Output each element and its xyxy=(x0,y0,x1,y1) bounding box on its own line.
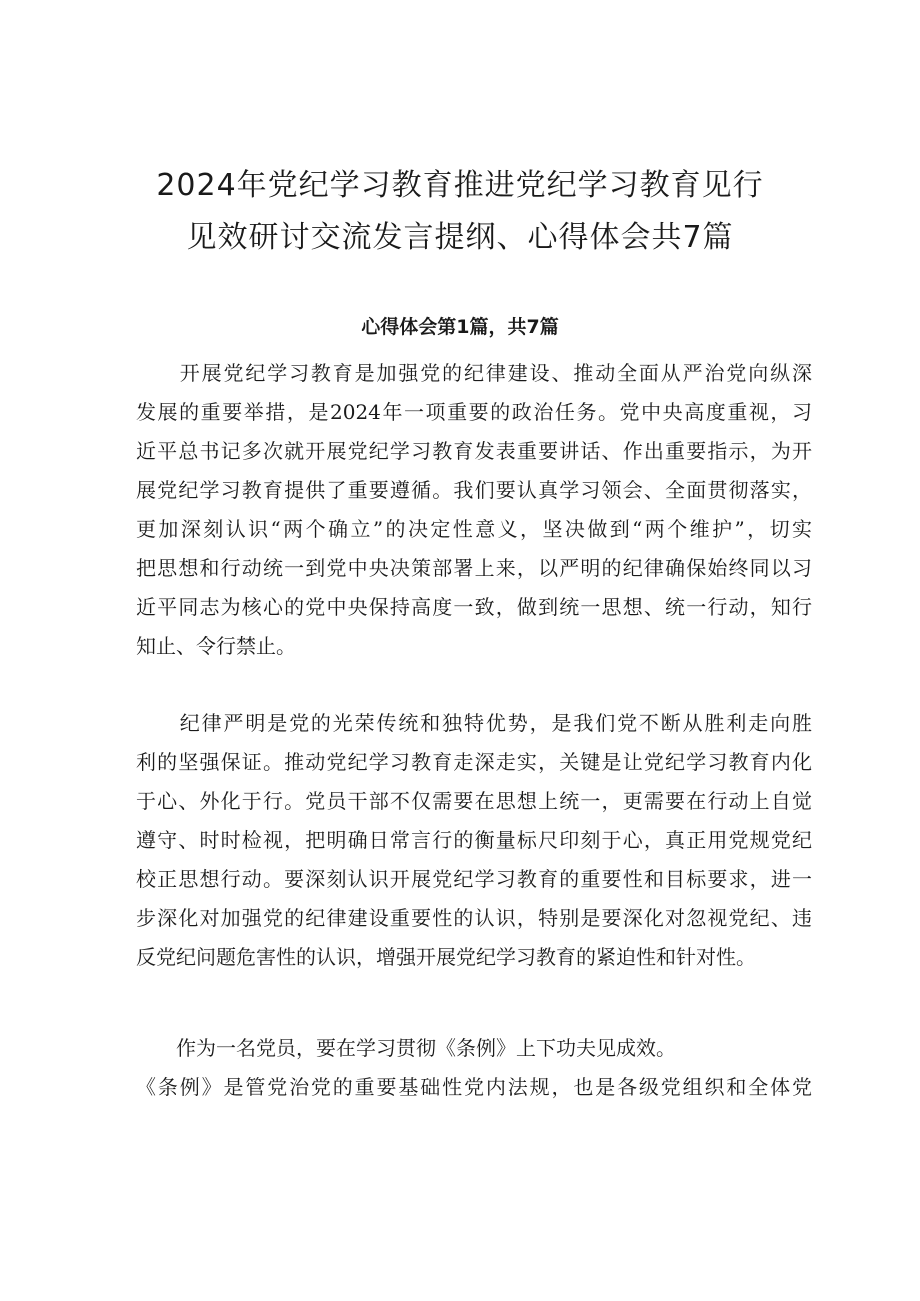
document-title xyxy=(110,160,810,264)
paragraph-line: 校正思想行动。要深刻认识开展党纪学习教育的重要性和目标要求，进一 xyxy=(136,867,812,891)
paragraph-line: 更加深刻认识“两个确立”的决定性意义，坚决做到“两个维护”，切实 xyxy=(136,517,812,541)
paragraph-line: 于心、外化于行。党员干部不仅需要在思想上统一，更需要在行动上自觉 xyxy=(136,789,812,813)
body-paragraph xyxy=(136,704,812,977)
title-line: 2024年党纪学习教育推进党纪学习教育见行 xyxy=(156,168,764,203)
section-heading: 心得体会第1篇，共7篇 xyxy=(361,316,559,338)
paragraph-line: 近平同志为核心的党中央保持高度一致，做到统一思想、统一行动，知行 xyxy=(136,595,812,619)
paragraph-line: 展党纪学习教育提供了重要遵循。我们要认真学习领会、全面贯彻落实， xyxy=(136,478,812,502)
paragraph-line: 反党纪问题危害性的认识，增强开展党纪学习教育的紧迫性和针对性。 xyxy=(136,945,756,969)
paragraph-line: 把思想和行动统一到党中央决策部署上来，以严明的纪律确保始终同以习 xyxy=(136,556,812,580)
paragraph-line: 发展的重要举措，是2024年一项重要的政治任务。党中央高度重视，习 xyxy=(136,400,812,424)
paragraph-line: 遵守、时时检视，把明确日常言行的衡量标尺印刻于心，真正用党规党纪 xyxy=(136,828,812,852)
title-line: 见效研讨交流发言提纲、心得体会共7篇 xyxy=(186,220,734,255)
paragraph-line: 开展党纪学习教育是加强党的纪律建设、推动全面从严治党向纵深 xyxy=(136,361,812,385)
paragraph-line: 利的坚强保证。推动党纪学习教育走深走实，关键是让党纪学习教育内化 xyxy=(136,750,812,774)
paragraph-line: 知止、令行禁止。 xyxy=(136,634,296,658)
paragraph-line: 近平总书记多次就开展党纪学习教育发表重要讲话、作出重要指示，为开 xyxy=(136,439,812,463)
body-paragraph xyxy=(136,354,812,666)
paragraph-line: 作为一名党员，要在学习贯彻《条例》上下功夫见成效。 xyxy=(136,1036,676,1060)
paragraph-line: 《条例》是管党治党的重要基础性党内法规，也是各级党组织和全体党 xyxy=(136,1075,812,1099)
paragraph-line: 纪律严明是党的光荣传统和独特优势，是我们党不断从胜利走向胜 xyxy=(136,711,812,735)
paragraph-line: 步深化对加强党的纪律建设重要性的认识，特别是要深化对忽视党纪、违 xyxy=(136,906,812,930)
body-paragraph xyxy=(136,1029,812,1107)
